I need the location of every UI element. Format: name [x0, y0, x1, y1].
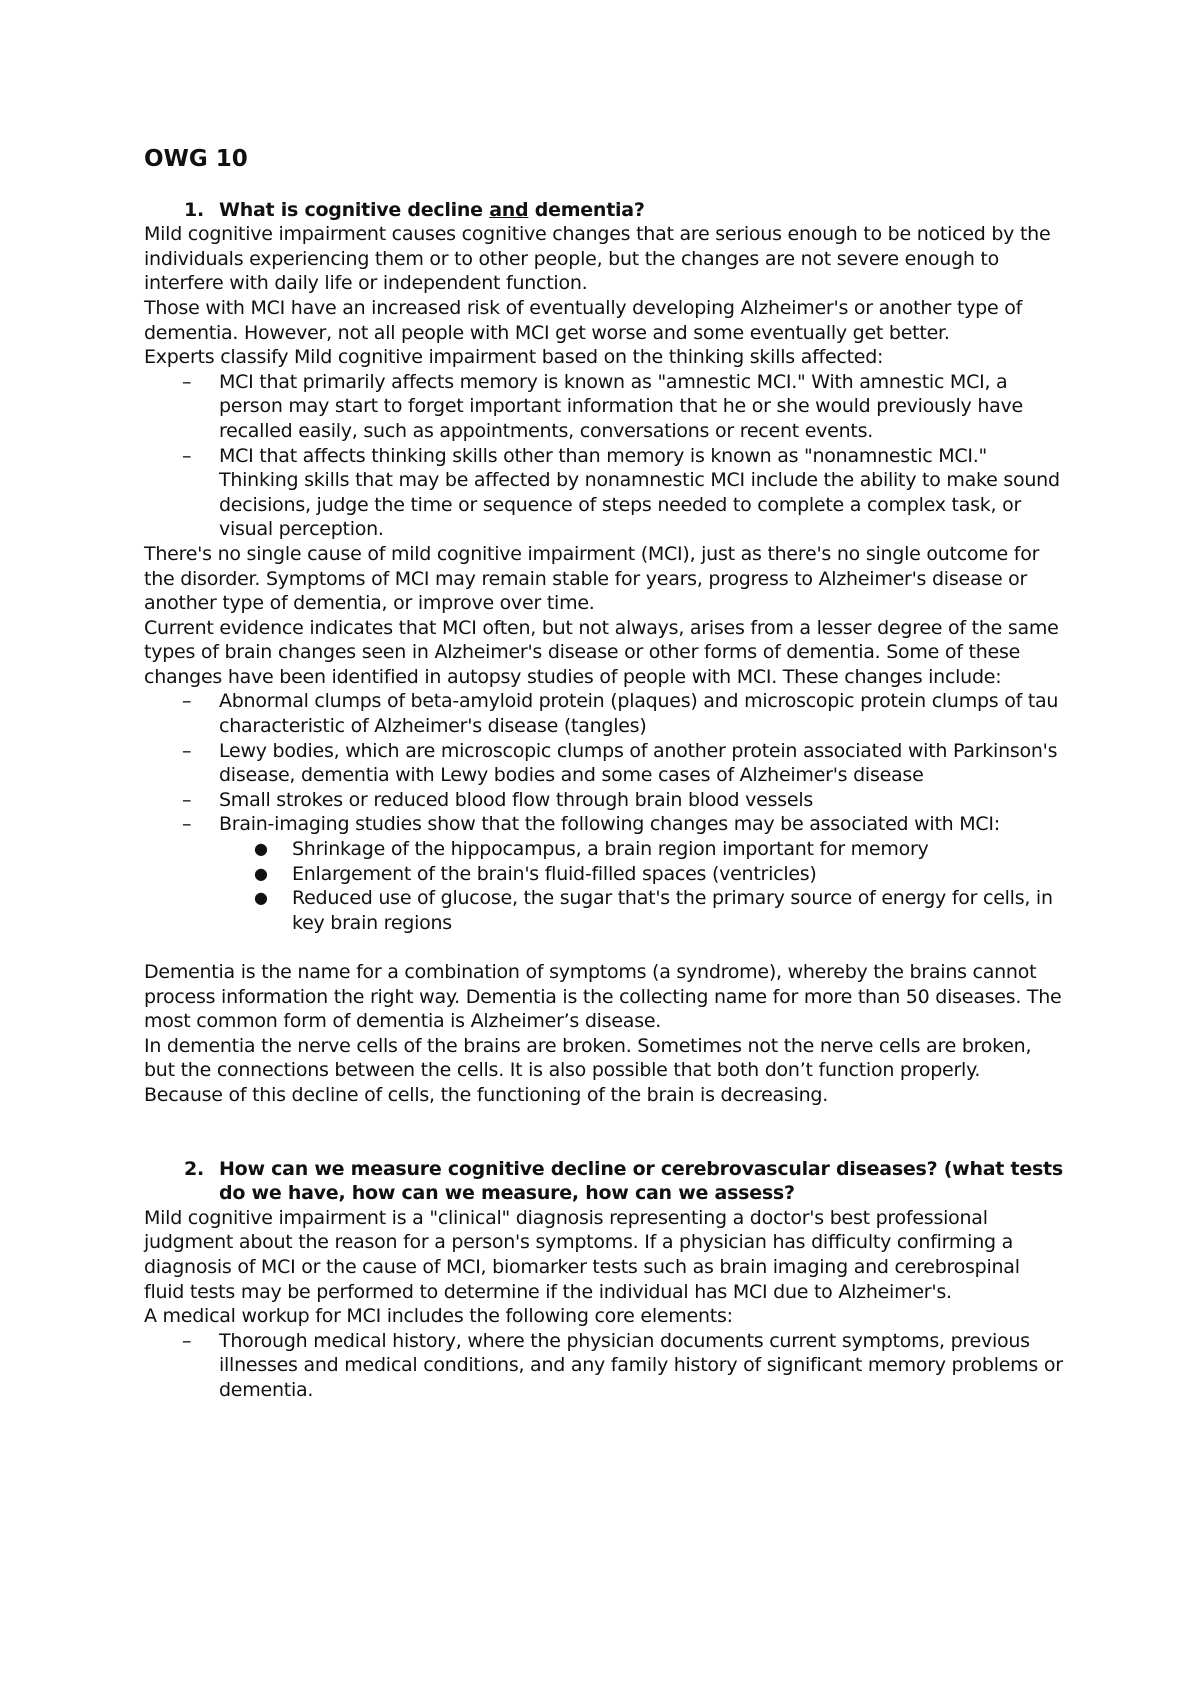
workup-list: [144, 1329, 1064, 1403]
paragraph-mci-classification: Experts classify Mild cognitive impairment based on the thinking skills affected:: [144, 346, 884, 369]
question-1-heading: [144, 198, 1064, 223]
list-item-text: Brain-imaging studies show that the following changes may be associated with MCI:: [219, 813, 1000, 836]
paragraph-medical-workup: A medical workup for MCI includes the following core elements:: [144, 1305, 733, 1328]
bullet-marker: ●: [254, 839, 268, 859]
paragraph-mci-cause: There's no single cause of mild cognitive impairment (MCI), just as there's no single outcome for the disorder. Symptoms of MCI may remain stable for years, progress to Alzheimer's disease or another type of dementia, or improve over time.: [144, 542, 1040, 615]
question-2-heading: [144, 1157, 1064, 1206]
dash-marker: –: [182, 739, 192, 762]
document-body: [144, 145, 1064, 1403]
dash-marker: –: [182, 788, 192, 811]
dash-marker: –: [182, 690, 192, 713]
spacer: [144, 173, 1064, 198]
list-item: [144, 689, 1064, 738]
question-1-text-start: What is cognitive decline: [219, 198, 490, 221]
spacer: [144, 1108, 1064, 1157]
list-item: [144, 370, 1064, 444]
list-item: [144, 444, 1064, 542]
list-item: [144, 739, 1064, 788]
spacer: [144, 935, 1064, 960]
dash-marker: –: [182, 370, 192, 393]
paragraph-dementia-nerve-cells: In dementia the nerve cells of the brains are broken. Sometimes not the nerve cells are broken, but the connections between the cells. It is also possible that both don’t function properly. Because of this decline of cells, the functioning of the brain is decreasing.: [144, 1034, 1032, 1106]
list-item-text: Lewy bodies, which are microscopic clumps of another protein associated with Parkinson's disease, dementia with Lewy bodies and some cases of Alzheimer's disease: [219, 739, 1058, 787]
dash-marker: –: [182, 444, 192, 467]
list-item-text: Enlargement of the brain's fluid-filled spaces (ventricles): [292, 862, 817, 885]
list-item-text: Shrinkage of the hippocampus, a brain region important for memory: [292, 838, 929, 861]
paragraph-dementia-definition: Dementia is the name for a combination of symptoms (a syndrome), whereby the brains cannot process information the right way. Dementia is the collecting name for more than 50 diseases. The most common form of dementia is Alzheimer’s disease.: [144, 961, 1062, 1033]
paragraph-mci-definition: Mild cognitive impairment causes cognitive changes that are serious enough to be noticed by the individuals experiencing them or to other people, but the changes are not severe enough to interfere with daily life or independent function.: [144, 223, 1051, 295]
list-item: [144, 788, 1064, 813]
list-item: [144, 812, 1064, 837]
paragraph-clinical-diagnosis: Mild cognitive impairment is a "clinical" diagnosis representing a doctor's best professional judgment about the reason for a person's symptoms. If a physician has difficulty confirming a diagnosis of MCI or the cause of MCI, biomarker tests such as brain imaging and cerebrospinal fluid tests may be performed to determine if the individual has MCI due to Alzheimer's.: [144, 1206, 1020, 1303]
list-item-text: Abnormal clumps of beta-amyloid protein (plaques) and microscopic protein clumps of tau characteristic of Alzheimer's disease (tangles): [219, 690, 1059, 738]
question-2-text: How can we measure cognitive decline or cerebrovascular diseases? (what tests do we have, how can we measure, how can we assess?: [219, 1157, 1063, 1205]
brain-changes-list: [144, 689, 1064, 837]
mci-types-list: [144, 370, 1064, 542]
bullet-marker: ●: [254, 863, 268, 883]
list-item: [144, 837, 1064, 862]
document-title: OWG 10: [144, 146, 248, 172]
question-1-text-end: dementia?: [528, 198, 645, 221]
list-item: [144, 862, 1064, 887]
list-item-text: Small strokes or reduced blood flow through brain blood vessels: [219, 788, 813, 811]
question-number: 1.: [184, 198, 204, 221]
list-item-text: MCI that affects thinking skills other than memory is known as "nonamnestic MCI." Thinking skills that may be affected by nonamnestic MCI include the ability to make sound decisions, judge the time or sequence of steps needed to complete a complex task, or visual perception.: [219, 444, 1060, 541]
list-item: [144, 1329, 1064, 1403]
question-number: 2.: [184, 1157, 204, 1180]
paragraph-mci-evidence: Current evidence indicates that MCI often, but not always, arises from a lesser degree of the same types of brain changes seen in Alzheimer's disease or other forms of dementia. Some of these changes have been identified in autopsy studies of people with MCI. These changes include:: [144, 616, 1059, 688]
dash-marker: –: [182, 813, 192, 836]
list-item-text: Thorough medical history, where the physician documents current symptoms, previous illnesses and medical conditions, and any family history of significant memory problems or dementia.: [219, 1329, 1063, 1401]
question-1-underlined-word: and: [489, 198, 529, 221]
bullet-marker: ●: [254, 888, 268, 908]
imaging-changes-list: [144, 837, 1064, 935]
dash-marker: –: [182, 1329, 192, 1352]
list-item-text: Reduced use of glucose, the sugar that's the primary source of energy for cells, in key brain regions: [292, 887, 1053, 934]
list-item: [144, 886, 1064, 935]
paragraph-mci-risk: Those with MCI have an increased risk of eventually developing Alzheimer's or another type of dementia. However, not all people with MCI get worse and some eventually get better.: [144, 296, 1023, 344]
list-item-text: MCI that primarily affects memory is known as "amnestic MCI." With amnestic MCI, a person may start to forget important information that he or she would previously have recalled easily, such as appointments, conversations or recent events.: [219, 370, 1023, 442]
